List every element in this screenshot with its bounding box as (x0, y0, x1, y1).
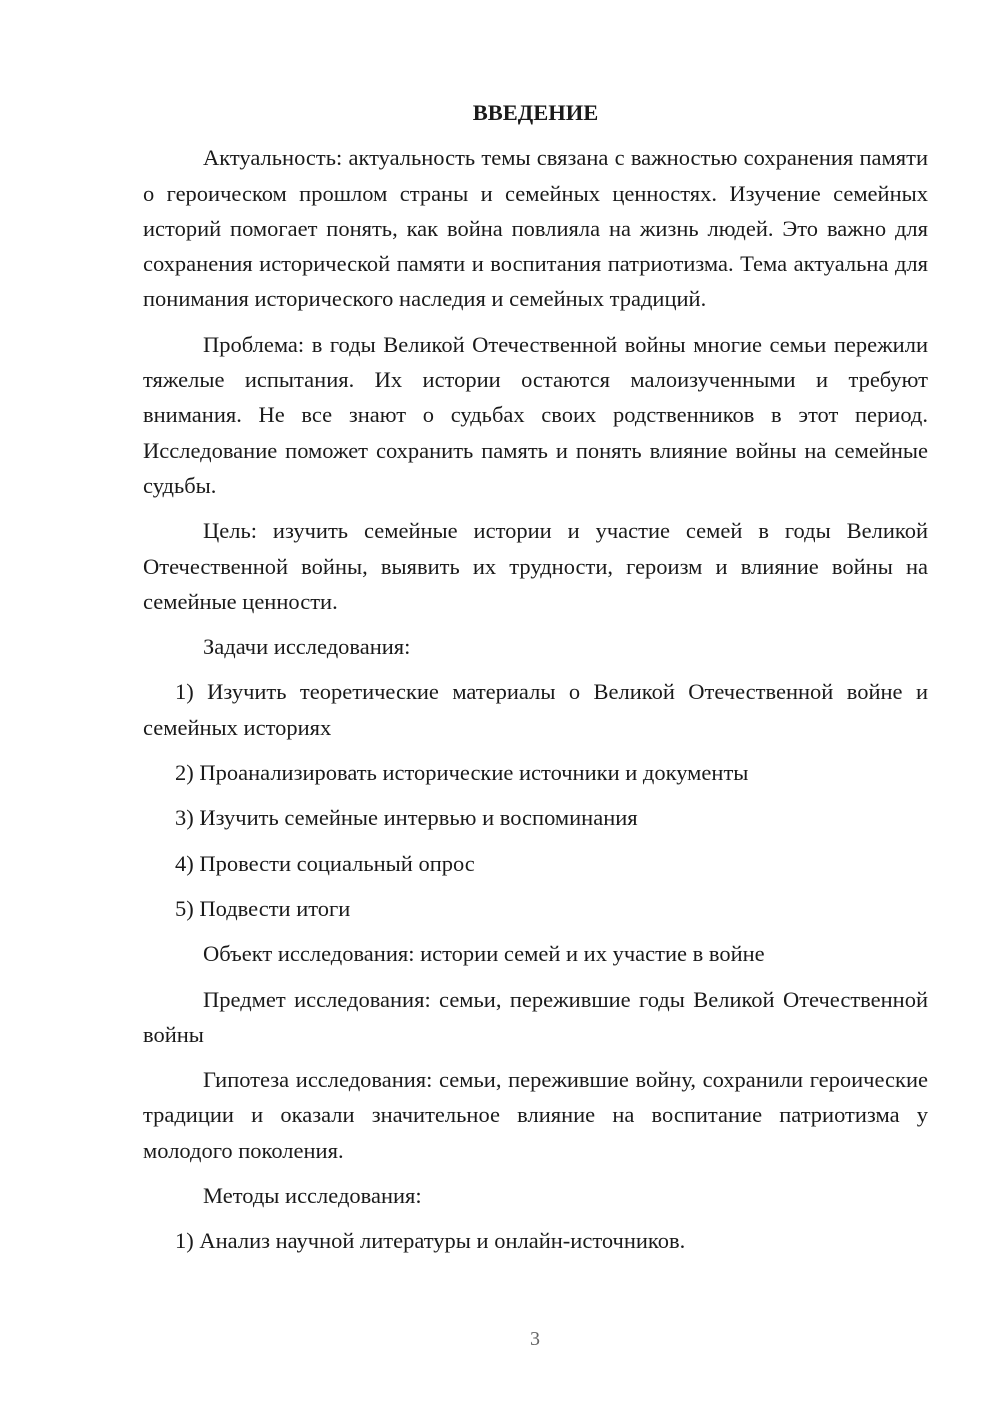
page-number: 3 (530, 1328, 540, 1350)
relevance-paragraph: Актуальность: актуальность темы связана с важностью сохранения памяти о героическом прошлом страны и семейных ценностях. Изучение семейных историй помогает понять, как война повлияла на жизнь людей. Это важно для сохранения исторической памяти и воспитания патриотизма. Тема актуальна для понимания исторического наследия и семейных традиций. (143, 145, 928, 312)
task-item: 5) Подвести итоги (175, 895, 351, 921)
task-item: 3) Изучить семейные интервью и воспоминания (175, 805, 638, 831)
method-item: 1) Анализ научной литературы и онлайн-источников. (175, 1228, 686, 1254)
section-title: ВВЕДЕНИЕ (472, 100, 599, 125)
task-item: 2) Проанализировать исторические источники и документы (175, 760, 749, 786)
task-item: 4) Провести социальный опрос (175, 850, 475, 876)
problem-paragraph: Проблема: в годы Великой Отечественной войны многие семьи пережили тяжелые испытания. Их истории остаются малоизученными и требуют внимания. Не все знают о судьбах своих родственников в этот период. Исследование поможет сохранить память и понять влияние войны на семейные судьбы. (143, 331, 928, 498)
document-page (143, 95, 928, 1269)
subject-paragraph: Предмет исследования: семьи, пережившие годы Великой Отечественной войны (143, 986, 928, 1047)
task-item: 1) Изучить теоретические материалы о Великой Отечественной войне и семейных историях (143, 679, 928, 740)
methods-heading: Методы исследования: (203, 1183, 422, 1209)
hypothesis-paragraph: Гипотеза исследования: семьи, пережившие войну, сохранили героические традиции и оказали значительное влияние на воспитание патриотизма у молодого поколения. (143, 1067, 928, 1163)
tasks-heading: Задачи исследования: (203, 634, 411, 660)
goal-paragraph: Цель: изучить семейные истории и участие семей в годы Великой Отечественной войны, выявить их трудности, героизм и влияние войны на семейные ценности. (143, 518, 928, 614)
object-paragraph: Объект исследования: истории семей и их участие в войне (203, 941, 765, 967)
